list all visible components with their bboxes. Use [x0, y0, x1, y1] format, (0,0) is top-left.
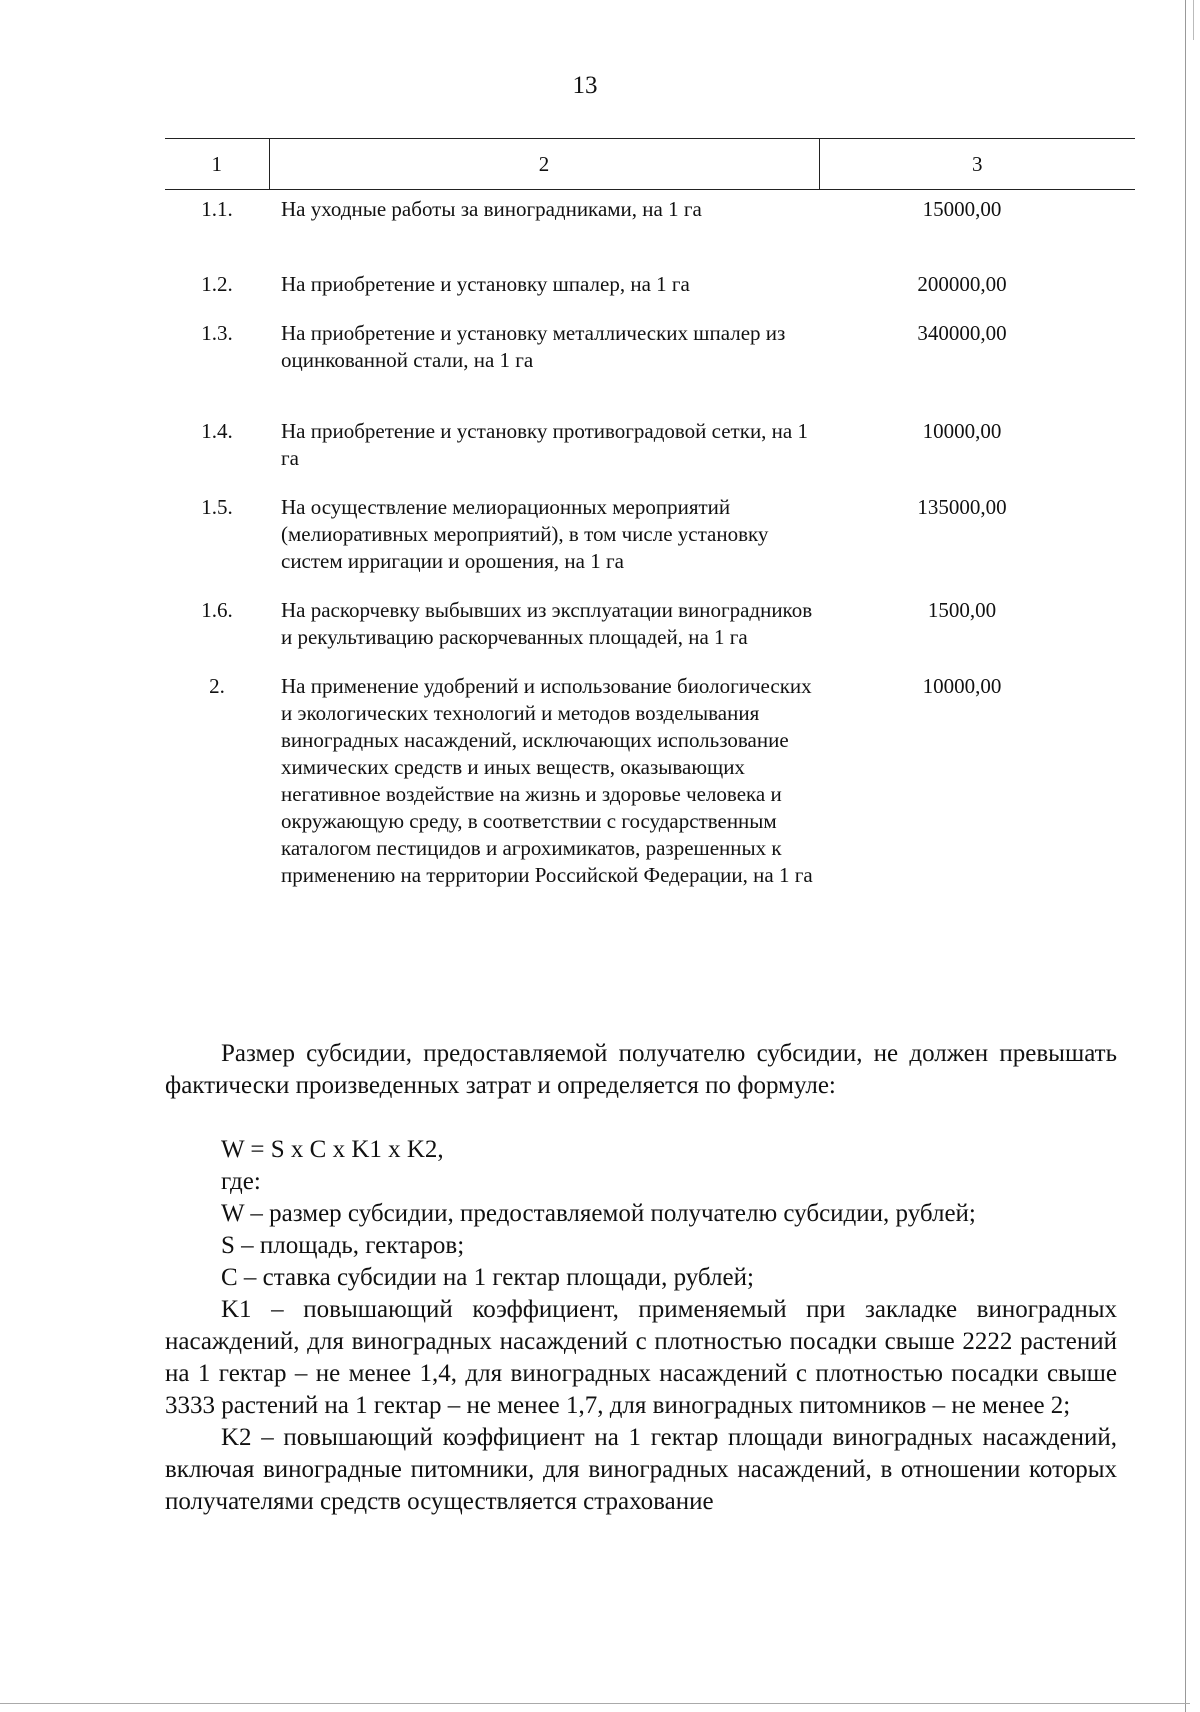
- definition-c: C – ставка субсидии на 1 гектар площади, рублей;: [221, 1264, 754, 1291]
- intro-paragraph: Размер субсидии, предоставляемой получателю субсидии, не должен превышать фактически произведенных затрат и определяется по формуле:: [165, 1040, 1117, 1099]
- page-number: 13: [572, 72, 598, 99]
- row-rate-value: 10000,00: [922, 674, 1002, 698]
- scan-edge-line: [1185, 0, 1186, 1712]
- definition-k2: K2 – повышающий коэффициент на 1 гектар площади виноградных насаждений, включая виноградные питомники, для виноградных насаждений, в отношении которых получателями средств осуществляется страхование: [165, 1424, 1117, 1515]
- row-description: На осуществление мелиорационных мероприятий (мелиоративных мероприятий), в том числе установку систем ирригации и орошения, на 1 га: [281, 495, 769, 573]
- scan-edge-mark: [1193, 0, 1194, 40]
- table-header-row: [165, 139, 1135, 190]
- body-text: [165, 1038, 1117, 1518]
- definition-k1: K1 – повышающий коэффициент, применяемый при закладке виноградных насаждений, для виноградных насаждений с плотностью посадки свыше 2222 растений на 1 гектар – не менее 1,4, для виноградных насаждений с плотностью посадки свыше 3333 растений на 1 гектар – не менее 1,7, для виноградных питомников – не менее 2;: [165, 1296, 1117, 1419]
- row-number: 1.1.: [201, 197, 233, 221]
- table-row: [165, 597, 1135, 673]
- table-row: [165, 673, 1135, 889]
- where-label: где:: [221, 1168, 261, 1195]
- row-rate-value: 340000,00: [917, 321, 1007, 345]
- row-rate-value: 1500,00: [927, 598, 997, 622]
- row-number: 1.3.: [201, 321, 233, 345]
- row-number: 2.: [209, 674, 225, 698]
- row-description: На раскорчевку выбывших из эксплуатации виноградников и рекультивацию раскорчеванных площадей, на 1 га: [281, 598, 813, 649]
- formula-block: [221, 1134, 1117, 1294]
- definition-s: S – площадь, гектаров;: [221, 1232, 465, 1259]
- subsidy-rates-table: [165, 138, 1135, 889]
- row-number: 1.5.: [201, 495, 233, 519]
- row-rate-value: 10000,00: [922, 419, 1002, 443]
- header-col-3: 3: [819, 139, 1135, 190]
- scan-bottom-line: [0, 1703, 1190, 1704]
- row-number: 1.2.: [201, 272, 233, 296]
- row-rate-value: 15000,00: [922, 197, 1002, 221]
- row-rate-value: 200000,00: [917, 272, 1007, 296]
- row-number: 1.4.: [201, 419, 233, 443]
- definition-w: W – размер субсидии, предоставляемой получателю субсидии, рублей;: [221, 1200, 976, 1227]
- table-row: [165, 271, 1135, 320]
- table-row: [165, 190, 1135, 272]
- row-description: На приобретение и установку противоградовой сетки, на 1 га: [281, 419, 808, 470]
- row-description: На приобретение и установку шпалер, на 1 га: [281, 272, 690, 296]
- row-description: На приобретение и установку металлических шпалер из оцинкованной стали, на 1 га: [281, 321, 786, 372]
- row-number: 1.6.: [201, 598, 233, 622]
- table-row: [165, 418, 1135, 494]
- header-col-1: 1: [165, 139, 269, 190]
- row-description: На применение удобрений и использование биологических и экологических технологий и методов возделывания виноградных насаждений, исключающих использование химических средств и иных веществ, оказывающих негативное воздействие на жизнь и здоровье человека и окружающую среду, в соответствии с государственным каталогом пестицидов и агрохимикатов, разрешенных к применению на территории Российской Федерации, на 1 га: [281, 674, 813, 887]
- table-row: [165, 320, 1135, 418]
- row-rate-value: 135000,00: [917, 495, 1007, 519]
- table-row: [165, 494, 1135, 597]
- table-body: [165, 190, 1135, 890]
- row-description: На уходные работы за виноградниками, на 1 га: [281, 197, 702, 221]
- header-col-2: 2: [269, 139, 819, 190]
- formula: W = S x C x K1 x K2,: [221, 1136, 444, 1163]
